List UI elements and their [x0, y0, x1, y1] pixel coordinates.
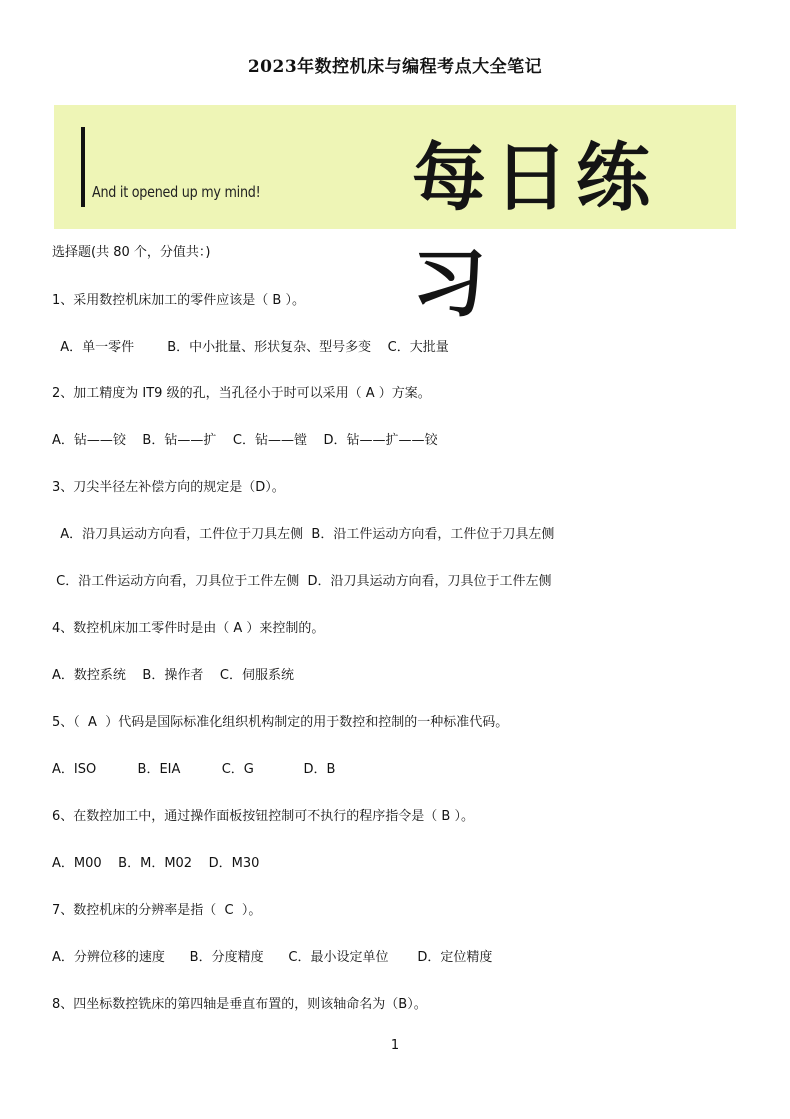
page-title: 2023年数控机床与编程考点大全笔记 — [247, 57, 543, 77]
banner-heading: 每日练习 — [412, 135, 658, 327]
question-2: 2、加工精度为 IT9 级的孔，当孔径小于时可以采用（ A ）方案。 — [52, 386, 431, 401]
question-3-options-ab: A．沿刀具运动方向看，工件位于刀具左侧 B．沿工件运动方向看，工件位于刀具左侧 — [52, 527, 555, 542]
question-7-options: A．分辨位移的速度 B．分度精度 C．最小设定单位 D．定位精度 — [52, 950, 493, 965]
question-7: 7、数控机床的分辨率是指（ C ）。 — [52, 903, 262, 918]
question-6-options: A．M00 B．M．M02 D．M30 — [52, 856, 260, 871]
question-4-options: A．数控系统 B．操作者 C．伺服系统 — [52, 668, 294, 683]
question-8: 8、四坐标数控铣床的第四轴是垂直布置的，则该轴命名为（B）。 — [52, 997, 427, 1012]
question-3-options-cd: C．沿工件运动方向看，刀具位于工件左侧 D．沿刀具运动方向看，刀具位于工件左侧 — [52, 574, 552, 589]
question-5-options: A．ISO B．EIA C．G D．B — [52, 762, 336, 777]
question-6: 6、在数控加工中，通过操作面板按钮控制可不执行的程序指令是（ B ）。 — [52, 809, 474, 824]
question-1: 1、采用数控机床加工的零件应该是（ B ）。 — [52, 293, 305, 308]
question-1-options: A．单一零件 B．中小批量、形状复杂、型号多变 C．大批量 — [52, 340, 449, 355]
section-header: 选择题(共 80 个，分值共：) — [52, 245, 211, 260]
page-number: 1 — [390, 1038, 400, 1053]
question-5: 5、（ A ）代码是国际标准化组织机构制定的用于数控和控制的一种标准代码。 — [52, 715, 509, 730]
question-2-options: A．钻——铰 B．钻——扩 C．钻——镗 D．钻——扩——铰 — [52, 433, 438, 448]
banner-vertical-bar — [81, 127, 85, 207]
question-3: 3、刀尖半径左补偿方向的规定是（D）。 — [52, 480, 285, 495]
question-4: 4、数控机床加工零件时是由（ A ）来控制的。 — [52, 621, 325, 636]
banner-caption: And it opened up my mind! — [92, 183, 261, 201]
